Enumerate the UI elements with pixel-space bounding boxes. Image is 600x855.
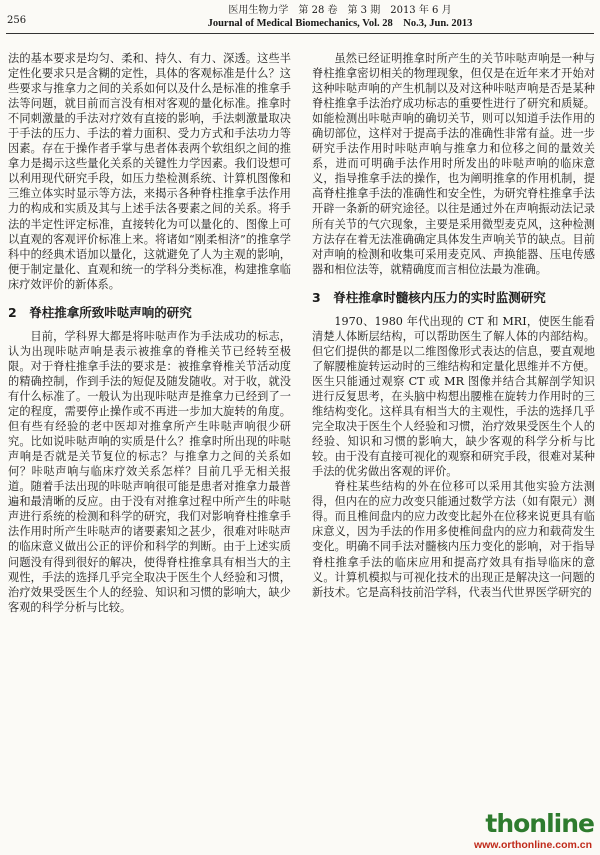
left-paragraph-2: 目前，学科界大都是将咔哒声作为手法成功的标志，认为出现咔哒声响是表示被推拿的脊椎关节已经转至极限。对于脊柱推拿手法的要求是：被推拿脊椎关节活动度的精确控制，作到手法的短促及随发随收。对于收，就没有什么标准了。一般认为出现咔哒声是推拿力已经到了一定的程度，需要停止操作或不再进一步加大旋转的角度。但有些有经验的老中医却对推拿所产生咔哒声响很少研究。比如说咔哒声响的实质是什么？推拿时所出现的咔哒声响是否就是关节复位的标志？与推拿力之间的关系如何？咔哒声响与临床疗效关系怎样？目前几乎无相关报道。随着手法出现的咔哒声响很可能是患者对推拿力最普遍和最清晰的反应。由于没有对推拿过程中所产生的咔哒声进行系统的检测和科学的研究，我们对影响脊柱推拿手法作用时所产生咔哒声的诸要素知之甚少，很难对咔哒声的临床意义做出公正的评价和科学的判断。由于上述实质问题没有得到很好的解决，使得脊柱推拿具有相当大的主观性，手法的选择几乎完全取决于医生个人经验和习惯，治疗效果受医生个人的经验、知识和习惯的影响大，缺少客观的科学分析与比较。	[8, 329, 291, 614]
journal-title-en: Journal of Medical Biomechanics, Vol. 28 No.3, Jun. 2013	[207, 18, 473, 29]
right-paragraph-1: 虽然已经证明推拿时所产生的关节咔哒声响是一种与脊柱推拿密切相关的物理现象，但仅是在近年来才开始对这种咔哒声响的产生机制以及对这种咔哒声响是否是某种脊柱推拿手法治疗成功标志的重要性进行了研究和质疑。如能检测出咔哒声响的确切关节，则可以知道手法作用的确切部位，这样对于提高手法的准确性非常有益。进一步研究手法作用时咔哒声响与推拿力和位移之间的量效关系，进而可明确手法作用时所发出的咔哒声响的临床意义，指导推拿手法的操作，也为阐明推拿的作用机制，提高脊柱推拿手法的准确性和安全性，为研究脊柱推拿手法开辟一条新的研究途径。以往是通过外在声响振动法记录所有关节的气穴现象，主要是采用微型麦克风，这种检测方法存在着无法准确确定具体发生声响关节的缺点。目前对声响的检测和收集可采用麦克风、声换能器、压电传感器和相位法等，就精确度而言相位法最为准确。	[312, 52, 595, 276]
header-rule	[6, 33, 594, 34]
right-paragraph-2: 1970、1980 年代出现的 CT 和 MRI，使医生能看清楚人体断层结构，可以帮助医生了解人体的内部结构。但它们提供的都是以二维图像形式表达的信息，要直观地了解腰椎旋转运动时的三维结构和定量化思维并不方便。医生只能通过观察 CT 或 MR 图像并结合其解剖学知识进行反复思考，在头脑中构想出腰椎在旋转力作用时的三维结构变化。这样具有相当大的主观性，手法的选择几乎完全取决于医生个人经验和习惯，治疗效果受医生个人的经验、知识和习惯的影响大，缺少客观的科学分析与比较。由于没有直接可视化的观察和研究手段，很难对某种手法的优劣做出客观的评价。	[312, 314, 595, 479]
section-heading-2: 2 脊柱推拿所致咔哒声响的研究	[8, 304, 192, 320]
site-watermark	[416, 809, 596, 852]
right-column	[312, 51, 595, 600]
page-number: 256	[7, 15, 27, 26]
right-paragraph-3: 脊柱某些结构的外在位移可以采用其他实验方法测得，但内在的应力改变只能通过数学方法（如有限元）测得。而且椎间盘内的应力改变比起外在位移来说更具有临床意义，因为手法的作用多使椎间盘内的应力和载荷发生变化。明确不同手法对髓核内压力变化的影响，对于指导脊柱推拿手法的临床应用和提高疗效具有指导临床的意义。计算机模拟与可视化技术的出现正是解决这一问题的新技术。它是高科技前沿学科，代表当代世界医学研究的	[312, 480, 595, 599]
journal-header	[150, 4, 530, 30]
section-heading-3: 3 脊柱推拿时髓核内压力的实时监测研究	[312, 289, 546, 305]
watermark-url: www.orthonline.com.cn	[473, 839, 592, 851]
watermark-logo: thonline	[485, 809, 594, 838]
journal-title-cn: 医用生物力学 第 28 卷 第 3 期 2013 年 6 月	[228, 5, 452, 16]
left-paragraph-1: 法的基本要求是均匀、柔和、持久、有力、深透。这些半定性化要求只是含糊的定性，具体的客观标准是什么？这些要求与推拿力之间的关系如何以及什么是标准的推拿手法等问题，就目前而言没有相对客观的量化标准。推拿时不同刺激量的手法对疗效有直接的影响，手法刺激量取决于手法的压力、手法的着力面积、受力方式和手法功力等因素。存在于操作者手掌与患者体表两个软组织之间的推拿力是揭示这些量化关系的关键性力学因素。我们设想可以利用现代研究手段，如压力垫检测系统、计算机图像和三维立体实时显示等方法，来揭示各种脊柱推拿手法作用力的构成和实质及其与上述手法各要素之间的关系。将手法的半定性评定标准，直接转化为可以量化的、图像上可以直观的客观评价标准上来。将诸如“刚柔相济”的推拿学科中的经典术语加以量化，这就避免了人为主观的影响，便于制定量化、直观和统一的学科分类标准，构建推拿临床疗效评价的新体系。	[8, 52, 291, 291]
left-column	[8, 51, 291, 615]
